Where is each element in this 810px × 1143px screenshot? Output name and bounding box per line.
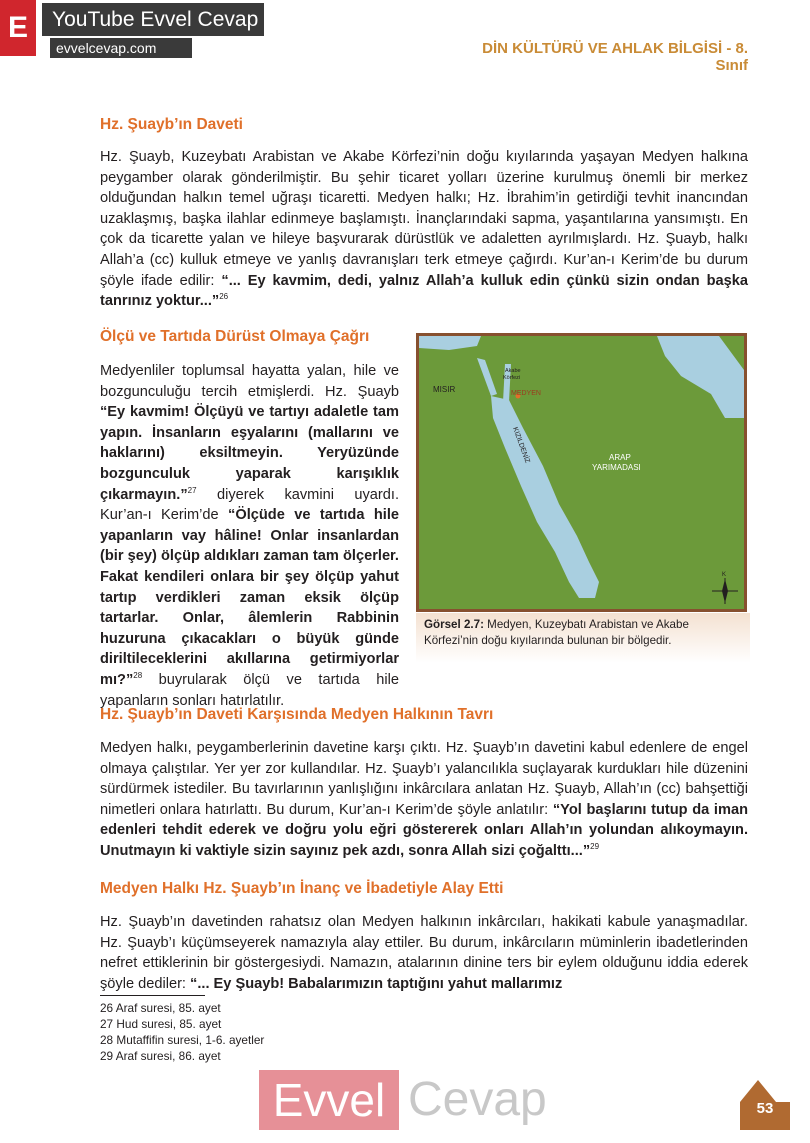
footnote-ref[interactable]: 28	[133, 671, 143, 681]
brand-name[interactable]: YouTube Evvel Cevap	[42, 3, 264, 36]
map-label-arap: ARAP	[609, 453, 631, 462]
map-label-akabe: Akabe	[505, 368, 521, 374]
footnote-item: 26 Araf suresi, 85. ayet	[100, 1001, 221, 1015]
watermark-logo-cevap: Cevap	[408, 1073, 547, 1126]
footnote-item: 29 Araf suresi, 86. ayet	[100, 1049, 221, 1063]
section-paragraph-alay-etti	[100, 912, 748, 994]
section-heading-olcu-tarti: Ölçü ve Tartıda Dürüst Olmaya Çağrı	[100, 328, 370, 345]
footnote-divider	[100, 995, 205, 996]
quran-quote: “Yol başlarını tutup da iman edenleri tehdit ederek ve doğru yolu eğri göstererek onları Allah’ın yolundan alıkoymayın. Unutmayın ki vaktiyle sizin sayınız pek azdı, sonra Allah sizi çoğalttı...”	[100, 801, 748, 859]
figure-caption-label: Görsel 2.7:	[424, 618, 484, 631]
paragraph-text: Medyenliler toplumsal hayatta yalan, hile ve bozgunculuğu tercih etmişlerdi. Hz. Şuayb	[100, 363, 399, 400]
quran-quote: “... Ey Şuayb! Babalarımızın taptığını yahut mallarımız	[190, 975, 563, 992]
paragraph-text: diyerek kavmini uyardı. Kur’an-ı Kerim’de	[100, 486, 399, 524]
map-label-yarimadasi: YARIMADASI	[592, 463, 641, 472]
medyen-region-map	[419, 336, 744, 609]
map-label-misir: MISIR	[433, 385, 456, 394]
footnote-ref[interactable]: 29	[590, 842, 600, 852]
quran-quote: “... Ey kavmim, dedi, yalnız Allah’a kulluk edin çünkü sizin ondan başka tanrınız yoktur...”	[100, 272, 748, 310]
map-figure	[416, 333, 747, 612]
section-heading-alay-etti: Medyen Halkı Hz. Şuayb’ın İnanç ve İbadetiyle Alay Etti	[100, 880, 504, 897]
section-heading-suayb-davet: Hz. Şuayb’ın Daveti	[100, 116, 243, 133]
map-label-kizildeniz: KIZILDENİZ	[511, 426, 531, 465]
page-number: 53	[756, 1100, 774, 1117]
map-label-medyen: MEDYEN	[511, 390, 541, 397]
paragraph-text: buyrularak ölçü ve tartıda hile yapanların sonları hatırlatılır.	[100, 671, 399, 709]
section-paragraph-olcu-tarti	[100, 361, 399, 711]
footnote-item: 28 Mutaffifin suresi, 1-6. ayetler	[100, 1033, 265, 1047]
paragraph-text: Hz. Şuayb’ın davetinden rahatsız olan Medyen halkının inkârcıları, hakikati kabule yanaşmadılar. Hz. Şuayb’ı küçümseyerek namazıyla alay ettiler. Bu durum, inkârcıların müminlerin ibadetlerinden nefret ettiklerinin bir göstergesiydi. Namazın, atalarının dinine ters bir eylem olduğunu iddia ederek şöyle dediler:	[100, 914, 748, 992]
quran-quote: “Ölçüde ve tartıda hile yapanların vay hâline! Onlar insanlardan (bir şey) ölçüp aldıkları zaman tam ölçerler. Fakat kendileri onlara bir şey ölçüp yahut tartıp verdikleri zaman eksik ölçüp tartarlar. Onlar, âlemlerin Rabbinin huzuruna çıkacakları o büyük günde diriltileceklerini akıllarına getirmiyorlar mı?”	[100, 507, 399, 688]
figure-caption-text: Medyen, Kuzeybatı Arabistan ve Akabe Körfezi’nin doğu kıyılarında bulunan bir bölgedir.	[424, 618, 689, 647]
footnote-ref[interactable]: 27	[187, 485, 197, 495]
section-heading-medyen-tavri: Hz. Şuayb’ın Daveti Karşısında Medyen Halkının Tavrı	[100, 706, 494, 723]
section-paragraph-suayb-davet	[100, 147, 748, 312]
watermark-logo-evvel: Evvel	[259, 1070, 399, 1130]
paragraph-text: Hz. Şuayb, Kuzeybatı Arabistan ve Akabe Körfezi’nin doğu kıyılarında yaşayan Medyen halkına peygamber olarak gönderilmiştir. Bu şehir ticaret yolları üzerine kurulmuş önemli bir merkez olduğundan halkın temel uğraşı ticaretti. Medyen halkı; Hz. İbrahim’in getirdiği tevhit inancından uzaklaşmış, başka ilahlar edinmeye başlamıştı. İnançlarındaki sapma, yaşantılarına yansımıştı. En çok da ticarette yalan ve hileye başvurarak dürüstlük ve adaletten ayrılmışlardı. Hz. Şuayb, halkı Allah’a (cc) kulluk etmeye ve yanlış davranışları terk etmeye çağırdı. Kur’an-ı Kerim’de bu durum şöyle ifade edilir:	[100, 149, 748, 289]
paragraph-text: Medyen halkı, peygamberlerinin davetine karşı çıktı. Hz. Şuayb’ın davetini kabul edenlere de engel olmaya çalıştılar. Yer yer zor kullandılar. Hz. Şuayb’ı yalancılıkla suçlayarak kurdukları hile düzenini sürdürmek istediler. Bu tavırlarının yanlışlığını inkârcılara anlatan Hz. Şuayb, Allah’ın (cc) bahşettiği nimetleri onlara hatırlattı. Bu durum, Kur’an-ı Kerim’de şöyle anlatılır:	[100, 740, 748, 818]
figure-caption	[416, 613, 750, 663]
compass-north-label: K	[722, 572, 727, 578]
footnote-ref[interactable]: 26	[219, 292, 229, 302]
brand-url[interactable]: evvelcevap.com	[50, 38, 192, 58]
brand-logo-letter: E	[0, 0, 36, 56]
section-paragraph-medyen-tavri	[100, 738, 748, 862]
page-header-title: DİN KÜLTÜRÜ VE AHLAK BİLGİSİ - 8. Sınıf	[482, 40, 748, 74]
footnotes	[100, 1000, 264, 1064]
quran-quote: “Ey kavmim! Ölçüyü ve tartıyı adaletle tam yapın. İnsanların eşyalarını (mallarını ve haklarını) eksiltmeyin. Yeryüzünde bozgunculuk yaparak karışıklık çıkarmayın.”	[100, 404, 399, 503]
footnote-item: 27 Hud suresi, 85. ayet	[100, 1017, 222, 1031]
map-label-korfezi: Körfezi	[503, 375, 521, 381]
